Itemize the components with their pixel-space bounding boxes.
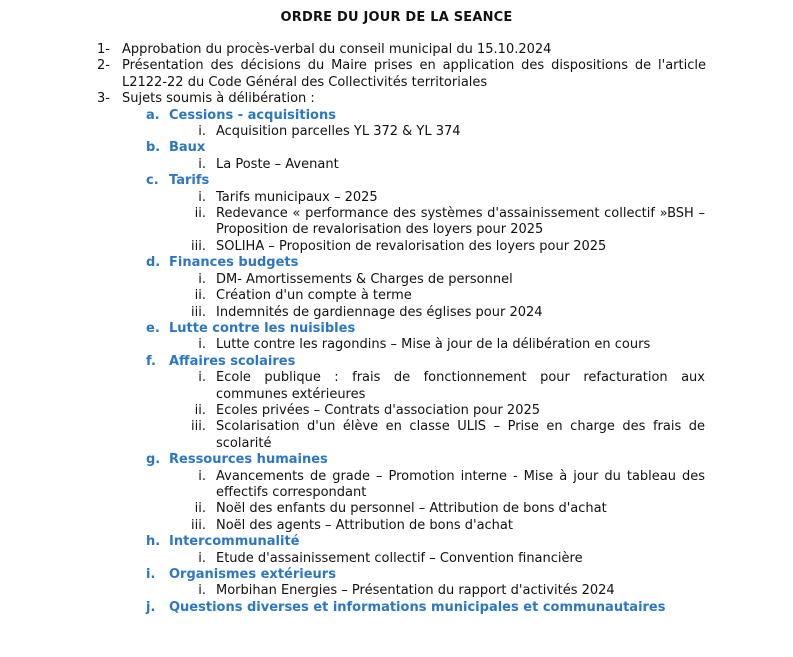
sub-item-number: ii. xyxy=(194,501,206,517)
sub-item xyxy=(0,403,793,419)
agenda-item xyxy=(0,91,793,107)
sub-item-number: i. xyxy=(198,271,206,287)
item-text: Approbation du procès-verbal du conseil municipal du 15.10.2024 xyxy=(122,42,552,57)
sub-item-number: ii. xyxy=(194,402,206,418)
sub-item-number: i. xyxy=(198,124,206,140)
sub-item-text: Création d'un compte à terme xyxy=(216,288,412,304)
sub-item xyxy=(0,337,793,353)
section-title: Ressources humaines xyxy=(169,452,328,468)
sub-item-text: Morbihan Energies – Présentation du rapport d'activités 2024 xyxy=(216,583,615,599)
sub-item-number: i. xyxy=(198,156,206,172)
sub-item xyxy=(0,419,793,452)
section-heading xyxy=(0,534,793,550)
agenda-list xyxy=(0,42,793,616)
sub-item-number: i. xyxy=(198,550,206,566)
sub-item-number: iii. xyxy=(191,419,206,435)
section-letter: f. xyxy=(146,353,156,369)
section-heading xyxy=(0,173,793,189)
sub-item-text: Lutte contre les ragondins – Mise à jour de la délibération en cours xyxy=(216,337,651,353)
sub-item-text: DM- Amortissements & Charges de personnel xyxy=(216,271,513,287)
item-number: 3- xyxy=(97,91,110,107)
sub-item-number: iii. xyxy=(191,517,206,533)
section-heading xyxy=(0,600,793,616)
section-title: Organismes extérieurs xyxy=(169,567,336,582)
sub-item xyxy=(0,157,793,173)
section-letter: a. xyxy=(146,107,160,123)
sub-item-text: Acquisition parcelles YL 372 & YL 374 xyxy=(216,124,461,140)
section-letter: b. xyxy=(146,140,161,156)
sub-item xyxy=(0,370,793,403)
sub-item-number: i. xyxy=(198,189,206,205)
sub-item-number: i. xyxy=(198,370,206,386)
sub-item-number: ii. xyxy=(194,288,206,304)
agenda-item xyxy=(0,42,793,58)
section-heading xyxy=(0,354,793,370)
sub-item-number: iii. xyxy=(191,304,206,320)
section-title: Cessions - acquisitions xyxy=(169,107,336,123)
sub-item-text: Avancements de grade – Promotion interne - Mise à jour du tableau des effectifs correspondant xyxy=(216,468,705,500)
sub-item-number: i. xyxy=(198,337,206,353)
sub-item-text: Etude d'assainissement collectif – Convention financière xyxy=(216,550,583,566)
section-heading xyxy=(0,321,793,337)
section-title: Tarifs xyxy=(169,173,210,189)
sub-item-number: iii. xyxy=(191,238,206,254)
item-text: Présentation des décisions du Maire prises en application des dispositions de l'article L2122-22 du Code Général des Collectivités territoriales xyxy=(122,58,706,90)
sub-item xyxy=(0,583,793,599)
section-letter: d. xyxy=(146,255,161,271)
page-title: ORDRE DU JOUR DE LA SEANCE xyxy=(280,10,513,25)
sub-item-number: ii. xyxy=(194,206,206,222)
sub-item-text: Ecole publique : frais de fonctionnement pour refacturation aux communes extérieures xyxy=(216,370,705,402)
sub-item-text: Indemnités de gardiennage des églises pour 2024 xyxy=(216,304,543,320)
section-title: Intercommunalité xyxy=(169,534,300,550)
sub-item xyxy=(0,272,793,288)
sub-item xyxy=(0,305,793,321)
sub-item xyxy=(0,239,793,255)
item-text: Sujets soumis à délibération : xyxy=(122,91,315,107)
section-title: Finances budgets xyxy=(169,255,299,271)
agenda-item xyxy=(0,58,793,91)
section-title: Affaires scolaires xyxy=(169,353,296,369)
sub-item xyxy=(0,124,793,140)
section-letter: c. xyxy=(146,173,159,189)
section-title: Questions diverses et informations municipales et communautaires xyxy=(169,599,666,615)
sub-item-number: i. xyxy=(198,583,206,599)
sub-item-text: Ecoles privées – Contrats d'association pour 2025 xyxy=(216,402,541,418)
sub-item-text: SOLIHA – Proposition de revalorisation des loyers pour 2025 xyxy=(216,238,607,254)
deliberation-sections xyxy=(0,108,793,617)
section-heading xyxy=(0,108,793,124)
section-title: Baux xyxy=(169,140,206,156)
section-letter: e. xyxy=(146,320,160,336)
sub-item-text: Scolarisation d'un élève en classe ULIS – Prise en charge des frais de scolarité xyxy=(216,419,705,451)
sub-item xyxy=(0,190,793,206)
sub-item xyxy=(0,501,793,517)
section-heading xyxy=(0,452,793,468)
sub-item-text: Noël des enfants du personnel – Attribution de bons d'achat xyxy=(216,501,607,517)
section-title: Lutte contre les nuisibles xyxy=(169,320,356,336)
section-letter: h. xyxy=(146,534,161,550)
sub-item-text: La Poste – Avenant xyxy=(216,156,339,172)
sub-item xyxy=(0,206,793,239)
section-letter: i. xyxy=(146,567,156,582)
sub-item-text: Redevance « performance des systèmes d'assainissement collectif »BSH – Proposition de revalorisation des loyers pour 2025 xyxy=(216,206,705,238)
sub-item-number: i. xyxy=(198,468,206,484)
section-letter: g. xyxy=(146,452,161,468)
section-letter: j. xyxy=(146,599,156,615)
sub-item-text: Noël des agents – Attribution de bons d'achat xyxy=(216,517,513,533)
sub-item xyxy=(0,518,793,534)
sub-item-text: Tarifs municipaux – 2025 xyxy=(216,189,378,205)
sub-item xyxy=(0,469,793,502)
sub-item xyxy=(0,288,793,304)
section-heading xyxy=(0,255,793,271)
section-heading xyxy=(0,567,793,583)
item-number: 1- xyxy=(97,42,110,57)
section-heading xyxy=(0,140,793,156)
item-number: 2- xyxy=(97,58,110,74)
sub-item xyxy=(0,551,793,567)
